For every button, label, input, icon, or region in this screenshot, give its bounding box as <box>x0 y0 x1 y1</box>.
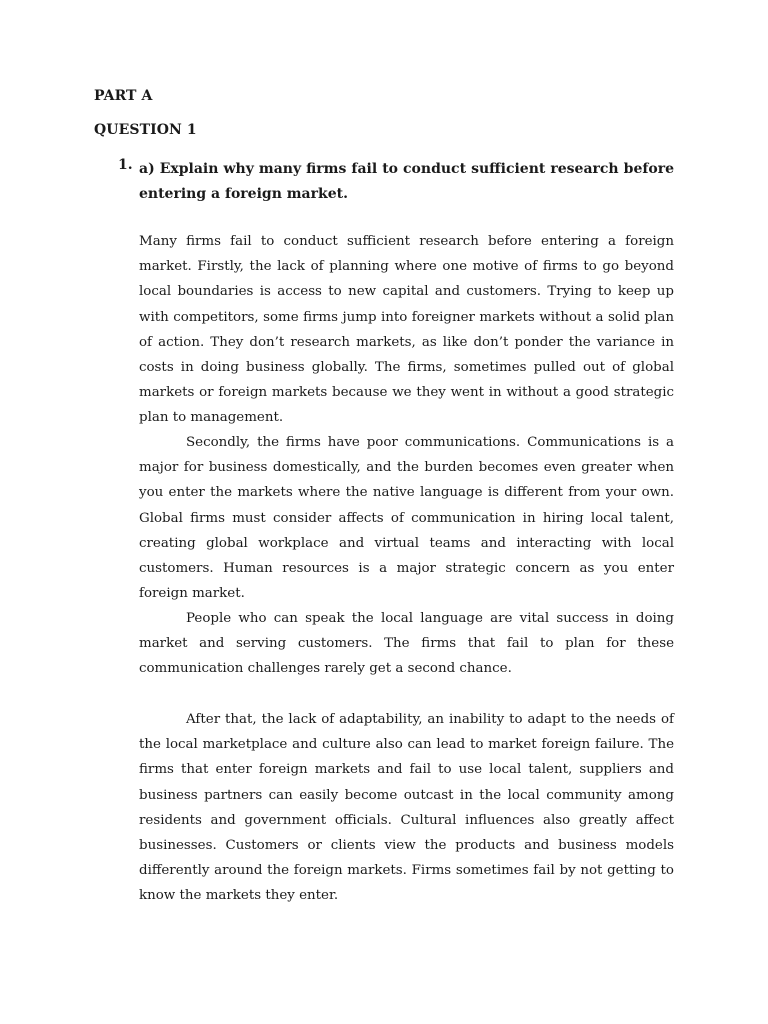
question-text: a) Explain why many firms fail to conduct sufficient research before entering a foreign market. <box>139 161 674 202</box>
question-heading: QUESTION 1 <box>94 122 197 138</box>
answer-paragraph-2: Secondly, the firms have poor communications. Communications is a major for business domestically, and the burden becomes even greater when you enter the markets where the native language is different from your own. Global firms must consider affects of communication in hiring local talent, creating global workplace and virtual teams and interacting with local customers. Human resources is a major strategic concern as you enter foreign market. <box>139 435 674 602</box>
answer-paragraph-1: Many firms fail to conduct sufficient research before entering a foreign market. Firstly, the lack of planning where one motive of firms to go beyond local boundaries is access to new capital and customers. Trying to keep up with competitors, some firms jump into foreigner markets without a solid plan of action. They don’t research markets, as like don’t ponder the variance in costs in doing business globally. The firms, sometimes pulled out of global markets or foreign markets because we they went in without a good strategic plan to management. <box>139 234 674 426</box>
answer-paragraph-3: People who can speak the local language are vital success in doing market and serving customers. The firms that fail to plan for these communication challenges rarely get a second chance. <box>139 611 674 677</box>
answer-paragraph-4: After that, the lack of adaptability, an inability to adapt to the needs of the local marketplace and culture also can lead to market foreign failure. The firms that enter foreign markets and fail to use local talent, suppliers and business partners can easily become outcast in the local community among residents and government officials. Cultural influences also greatly affect businesses. Customers or clients view the products and business models differently around the foreign markets. Firms sometimes fail by not getting to know the markets they enter. <box>139 712 674 904</box>
part-heading: PART A <box>94 88 153 104</box>
question-number: 1. <box>118 157 133 173</box>
